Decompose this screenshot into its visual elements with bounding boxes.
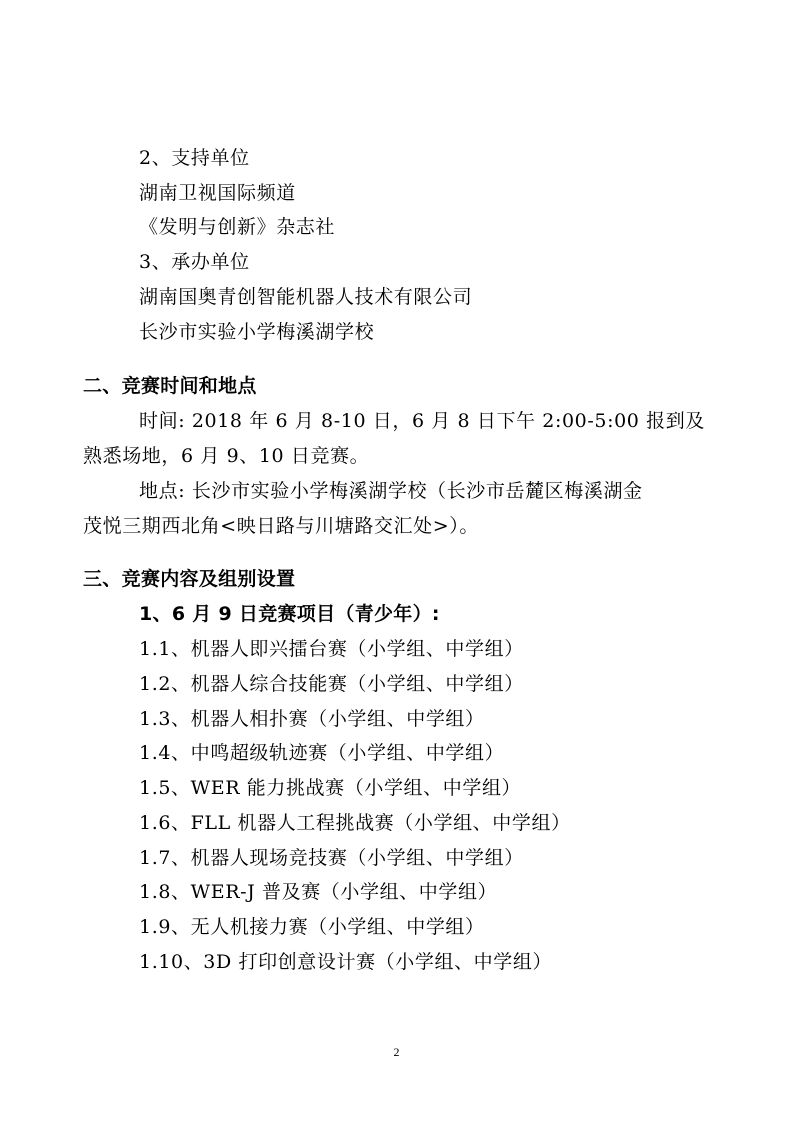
competition-item: 1.9、无人机接力赛（小学组、中学组） bbox=[139, 916, 485, 938]
section-heading-time-place: 二、竞赛时间和地点 bbox=[83, 375, 257, 397]
competition-item: 1.10、3D 打印创意设计赛（小学组、中学组） bbox=[139, 951, 553, 973]
place-paragraph-line: 茂悦三期西北角<映日路与川塘路交汇处>）。 bbox=[83, 515, 479, 537]
competition-item: 1.2、机器人综合技能赛（小学组、中学组） bbox=[139, 673, 524, 695]
competition-item: 1.8、WER-J 普及赛（小学组、中学组） bbox=[139, 881, 498, 903]
time-paragraph-line: 熟悉场地，6 月 9、10 日竞赛。 bbox=[83, 445, 370, 467]
place-paragraph-line: 地点: 长沙市实验小学梅溪湖学校（长沙市岳麓区梅溪湖金 bbox=[139, 480, 643, 502]
support-unit: 湖南卫视国际频道 bbox=[139, 182, 296, 204]
time-paragraph-line: 时间: 2018 年 6 月 8-10 日，6 月 8 日下午 2:00-5:00 报到及 bbox=[139, 410, 705, 432]
support-heading: 2、支持单位 bbox=[139, 147, 250, 169]
host-unit: 长沙市实验小学梅溪湖学校 bbox=[139, 321, 375, 343]
competition-item: 1.7、机器人现场竞技赛（小学组、中学组） bbox=[139, 847, 524, 869]
page-number: 2 bbox=[393, 1045, 400, 1059]
host-heading: 3、承办单位 bbox=[139, 251, 250, 273]
competition-item: 1.6、FLL 机器人工程挑战赛（小学组、中学组） bbox=[139, 812, 571, 834]
competition-item: 1.1、机器人即兴擂台赛（小学组、中学组） bbox=[139, 638, 524, 660]
host-unit: 湖南国奥青创智能机器人技术有限公司 bbox=[139, 286, 473, 308]
support-unit: 《发明与创新》杂志社 bbox=[139, 216, 336, 238]
subsection-heading: 1、6 月 9 日竞赛项目（青少年）: bbox=[139, 603, 440, 625]
competition-item: 1.5、WER 能力挑战赛（小学组、中学组） bbox=[139, 777, 522, 799]
competition-item: 1.3、机器人相扑赛（小学组、中学组） bbox=[139, 708, 485, 730]
section-heading-contents: 三、竞赛内容及组别设置 bbox=[83, 568, 296, 590]
competition-item: 1.4、中鸣超级轨迹赛（小学组、中学组） bbox=[139, 742, 505, 764]
